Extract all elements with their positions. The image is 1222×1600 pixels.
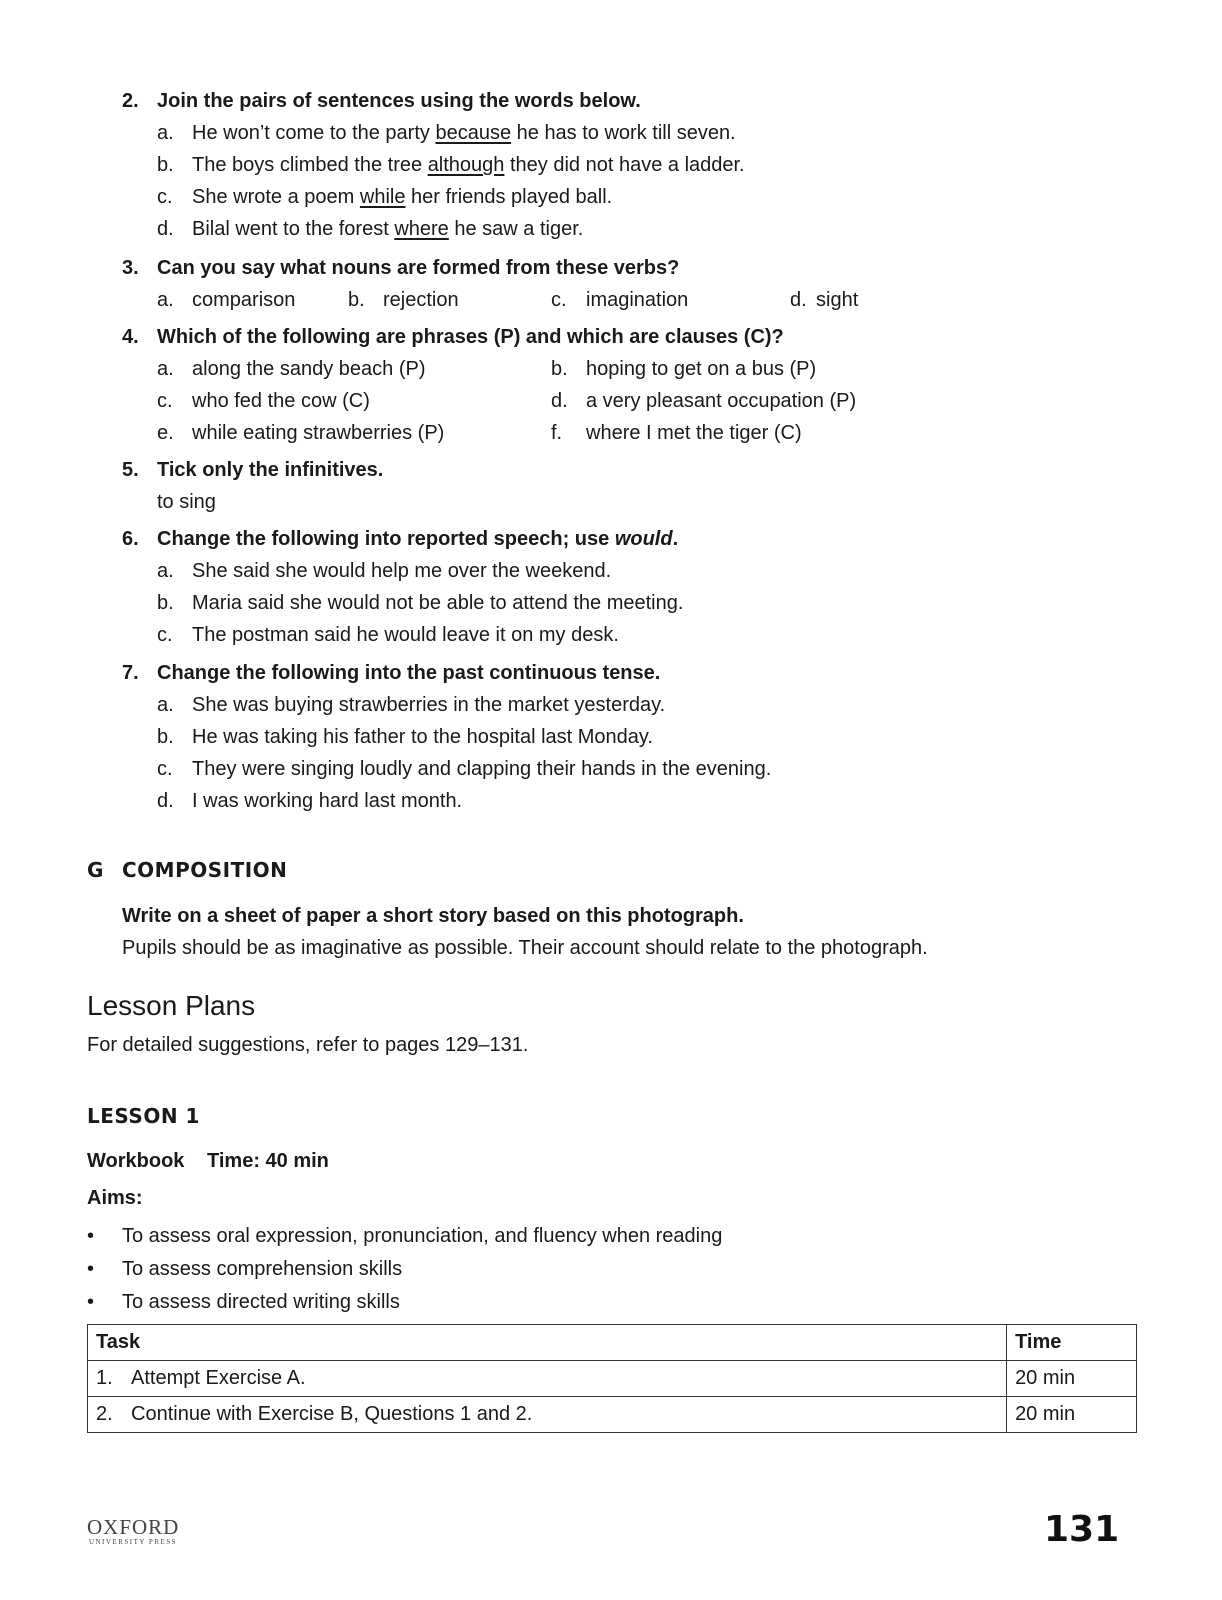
q7-item-a-letter: a. <box>157 694 174 716</box>
task-column-header: Task <box>88 1325 1007 1361</box>
time-label: Time: 40 min <box>207 1150 329 1172</box>
q3-item-d: sight <box>816 289 859 311</box>
lesson-plans-title: Lesson Plans <box>87 990 256 1021</box>
table-row <box>88 1361 1137 1397</box>
q7-item-d: I was working hard last month. <box>192 790 463 812</box>
task-number: 1. <box>96 1367 113 1389</box>
task-table <box>87 1324 1137 1433</box>
aim-bullet-3: • <box>87 1291 95 1313</box>
aim-item-1: To assess oral expression, pronunciation, and fluency when reading <box>122 1225 723 1247</box>
q4-item-a-letter: a. <box>157 358 174 380</box>
q3-item-a: comparison <box>192 289 296 311</box>
time-cell: 20 min <box>1007 1397 1137 1433</box>
q7-number: 7. <box>122 662 139 684</box>
q3-item-c: imagination <box>586 289 689 311</box>
q6-item-c: The postman said he would leave it on my desk. <box>192 624 619 646</box>
page-number: 131 <box>1044 1509 1120 1550</box>
q4-item-b-letter: b. <box>551 358 568 380</box>
composition-heading: COMPOSITION <box>122 858 288 882</box>
q6-item-b-letter: b. <box>157 592 174 614</box>
table-row <box>88 1397 1137 1433</box>
q4-item-c-letter: c. <box>157 390 173 412</box>
q6-item-c-letter: c. <box>157 624 173 646</box>
task-text: Continue with Exercise B, Questions 1 and 2. <box>131 1403 533 1425</box>
q7-item-b-letter: b. <box>157 726 174 748</box>
q6-item-b: Maria said she would not be able to attend the meeting. <box>192 592 684 614</box>
q7-item-a: She was buying strawberries in the market yesterday. <box>192 694 666 716</box>
q6-item-a: She said she would help me over the weekend. <box>192 560 612 582</box>
q4-title: Which of the following are phrases (P) and which are clauses (C)? <box>157 326 784 348</box>
aim-bullet-2: • <box>87 1258 95 1280</box>
lesson-plans-reference: For detailed suggestions, refer to pages 129–131. <box>87 1034 529 1056</box>
time-column-header: Time <box>1007 1325 1137 1361</box>
q3-item-a-letter: a. <box>157 289 174 311</box>
q2-number: 2. <box>122 90 139 112</box>
task-table-header <box>88 1325 1137 1361</box>
q7-item-c: They were singing loudly and clapping their hands in the evening. <box>192 758 772 780</box>
task-text: Attempt Exercise A. <box>131 1367 306 1389</box>
oxford-logo-wordmark: OXFORD <box>87 1515 180 1539</box>
q6-title: Change the following into reported speech; use would. <box>157 528 679 550</box>
q4-item-d-letter: d. <box>551 390 568 412</box>
task-cell <box>88 1361 1007 1397</box>
q7-title: Change the following into the past continuous tense. <box>157 662 661 684</box>
lesson-1-heading: LESSON 1 <box>87 1104 200 1128</box>
q7-item-b: He was taking his father to the hospital last Monday. <box>192 726 653 748</box>
oxford-logo-subtitle: UNIVERSITY PRESS <box>88 1538 178 1546</box>
q3-item-b: rejection <box>383 289 459 311</box>
q2-item-d: Bilal went to the forest where he saw a tiger. <box>192 218 584 240</box>
q3-number: 3. <box>122 257 139 279</box>
q2-item-b: The boys climbed the tree although they did not have a ladder. <box>192 154 745 176</box>
q4-item-d: a very pleasant occupation (P) <box>586 390 857 412</box>
q4-item-f: where I met the tiger (C) <box>586 422 802 444</box>
aim-item-3: To assess directed writing skills <box>122 1291 400 1313</box>
q4-number: 4. <box>122 326 139 348</box>
workbook-label: Workbook <box>87 1150 185 1172</box>
q6-item-a-letter: a. <box>157 560 174 582</box>
composition-letter: G <box>87 858 104 882</box>
q4-item-c: who fed the cow (C) <box>192 390 370 412</box>
q2-item-b-letter: b. <box>157 154 174 176</box>
q2-item-a-letter: a. <box>157 122 174 144</box>
oxford-logo <box>87 1517 179 1546</box>
q3-item-c-letter: c. <box>551 289 567 311</box>
q5-number: 5. <box>122 459 139 481</box>
q3-title: Can you say what nouns are formed from these verbs? <box>157 257 680 279</box>
q5-title: Tick only the infinitives. <box>157 459 384 481</box>
q2-item-c-letter: c. <box>157 186 173 208</box>
composition-instruction: Write on a sheet of paper a short story based on this photograph. <box>122 905 744 927</box>
task-cell <box>88 1397 1007 1433</box>
aims-label: Aims: <box>87 1187 143 1209</box>
aim-item-2: To assess comprehension skills <box>122 1258 403 1280</box>
q4-item-a: along the sandy beach (P) <box>192 358 426 380</box>
time-cell: 20 min <box>1007 1361 1137 1397</box>
q2-title: Join the pairs of sentences using the words below. <box>157 90 641 112</box>
q4-item-f-letter: f. <box>551 422 563 444</box>
q2-item-d-letter: d. <box>157 218 174 240</box>
q7-item-d-letter: d. <box>157 790 174 812</box>
aim-bullet-1: • <box>87 1225 95 1247</box>
q5-answer: to sing <box>157 491 216 513</box>
q3-item-d-letter: d. <box>790 289 807 311</box>
q2-item-c: She wrote a poem while her friends played ball. <box>192 186 613 208</box>
q4-item-e-letter: e. <box>157 422 174 444</box>
composition-note: Pupils should be as imaginative as possible. Their account should relate to the photograph. <box>122 937 928 959</box>
q7-item-c-letter: c. <box>157 758 173 780</box>
q4-item-b: hoping to get on a bus (P) <box>586 358 817 380</box>
q4-item-e: while eating strawberries (P) <box>192 422 445 444</box>
q6-number: 6. <box>122 528 139 550</box>
q3-item-b-letter: b. <box>348 289 365 311</box>
q2-item-a: He won’t come to the party because he has to work till seven. <box>192 122 736 144</box>
task-number: 2. <box>96 1403 113 1425</box>
